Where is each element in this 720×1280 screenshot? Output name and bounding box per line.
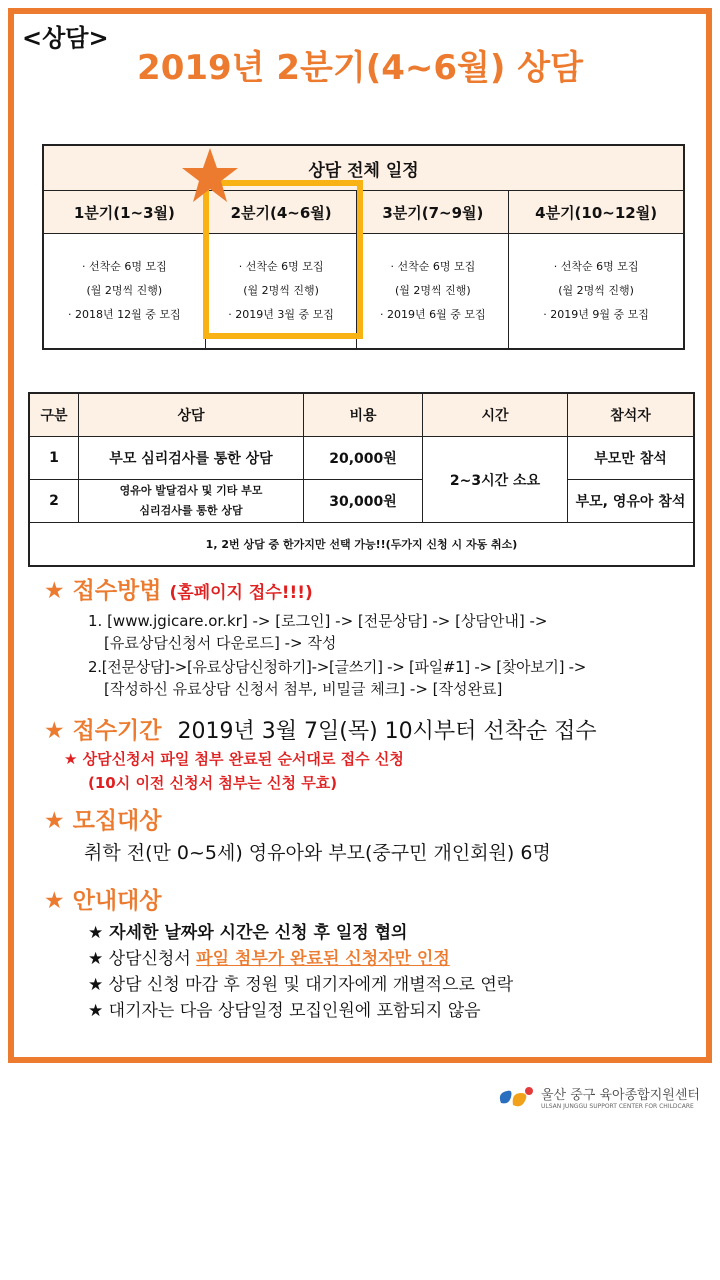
target-text: 취학 전(만 0~5세) 영유아와 부모(중구민 개인회원) 6명 (84, 842, 551, 864)
quarter-4: 4분기(10~12월) (509, 191, 684, 234)
org-logo (495, 1083, 700, 1111)
row2-no: 2 (29, 480, 79, 523)
period-note-1: ★ 상담신청서 파일 첨부 완료된 순서대로 접수 신청 (64, 750, 404, 768)
quarter-3-detail: · 선착순 6명 모집 (월 2명씩 진행) · 2019년 6월 중 모집 (357, 234, 509, 350)
method-line-4: [작성하신 유료상담 신청서 첨부, 비밀글 체크] -> [작성완료] (104, 680, 503, 698)
star-icon: ★ (44, 888, 65, 914)
quarter-2-detail: · 선착순 6명 모집 (월 2명씩 진행) · 2019년 3월 중 모집 (205, 234, 357, 350)
header-no: 구분 (29, 393, 79, 437)
guide-item-4: ★ 대기자는 다음 상담일정 모집인원에 포함되지 않음 (88, 1001, 481, 1021)
row2-cost: 30,000원 (304, 480, 423, 523)
guide-item-3: ★ 상담 신청 마감 후 정원 및 대기자에게 개별적으로 연락 (88, 975, 514, 995)
header-time: 시간 (423, 393, 568, 437)
row1-service: 부모 심리검사를 통한 상담 (79, 437, 304, 480)
quarter-2: 2분기(4~6월) (205, 191, 357, 234)
method-heading: ★ 접수방법 (홈페이지 접수!!!) (44, 578, 313, 604)
fee-table (28, 392, 695, 567)
guide-item-2: ★ 상담신청서 파일 첨부가 완료된 신청자만 인정 (88, 949, 450, 969)
method-line-2: [유료상담신청서 다운로드] -> 작성 (104, 634, 337, 652)
period-heading: ★ 접수기간 2019년 3월 7일(목) 10시부터 선착순 접수 (44, 718, 597, 744)
guide-item-1: ★ 자세한 날짜와 시간은 신청 후 일정 협의 (88, 923, 408, 943)
header-service: 상담 (79, 393, 304, 437)
star-icon: ★ (44, 578, 65, 604)
star-icon: ★ (44, 808, 65, 834)
row1-no: 1 (29, 437, 79, 480)
quarter-4-detail: · 선착순 6명 모집 (월 2명씩 진행) · 2019년 9월 중 모집 (509, 234, 684, 350)
time-cell: 2~3시간 소요 (423, 437, 568, 523)
row1-attendee: 부모만 참석 (568, 437, 695, 480)
org-name: 울산 중구 육아종합지원센터 (541, 1088, 700, 1103)
quarter-1: 1분기(1~3월) (43, 191, 205, 234)
method-line-1: 1. [www.jgicare.or.kr] -> [로그인] -> [전문상담] -> [상담안내] -> (88, 612, 548, 630)
period-note-2: (10시 이전 신청서 첨부는 신청 무효) (88, 774, 338, 792)
method-line-3: 2.[전문상담]->[유료상담신청하기]->[글쓰기] -> [파일#1] -> [찾아보기] -> (88, 658, 586, 676)
org-logo-icon (495, 1083, 535, 1111)
quarter-3: 3분기(7~9월) (357, 191, 509, 234)
target-heading: ★ 모집대상 (44, 808, 162, 834)
fee-note: 1, 2번 상담 중 한가지만 선택 가능!!(두가지 신청 시 자동 취소) (29, 523, 694, 567)
page-title: 2019년 2분기(4~6월) 상담 (137, 48, 583, 88)
row2-service: 영유아 발달검사 및 기타 부모 심리검사를 통한 상담 (79, 480, 304, 523)
row2-attendee: 부모, 영유아 참석 (568, 480, 695, 523)
quarter-1-detail: · 선착순 6명 모집 (월 2명씩 진행) · 2018년 12월 중 모집 (43, 234, 205, 350)
header-attendee: 참석자 (568, 393, 695, 437)
star-icon (180, 146, 240, 206)
guide-heading: ★ 안내대상 (44, 888, 162, 914)
row1-cost: 20,000원 (304, 437, 423, 480)
star-icon: ★ (44, 718, 65, 744)
schedule-heading: 상담 전체 일정 (43, 145, 684, 191)
section-tag: <상담> (22, 24, 109, 52)
schedule-table (42, 144, 685, 350)
org-name-en: ULSAN JUNGGU SUPPORT CENTER FOR CHILDCARE (541, 1103, 694, 1110)
header-cost: 비용 (304, 393, 423, 437)
